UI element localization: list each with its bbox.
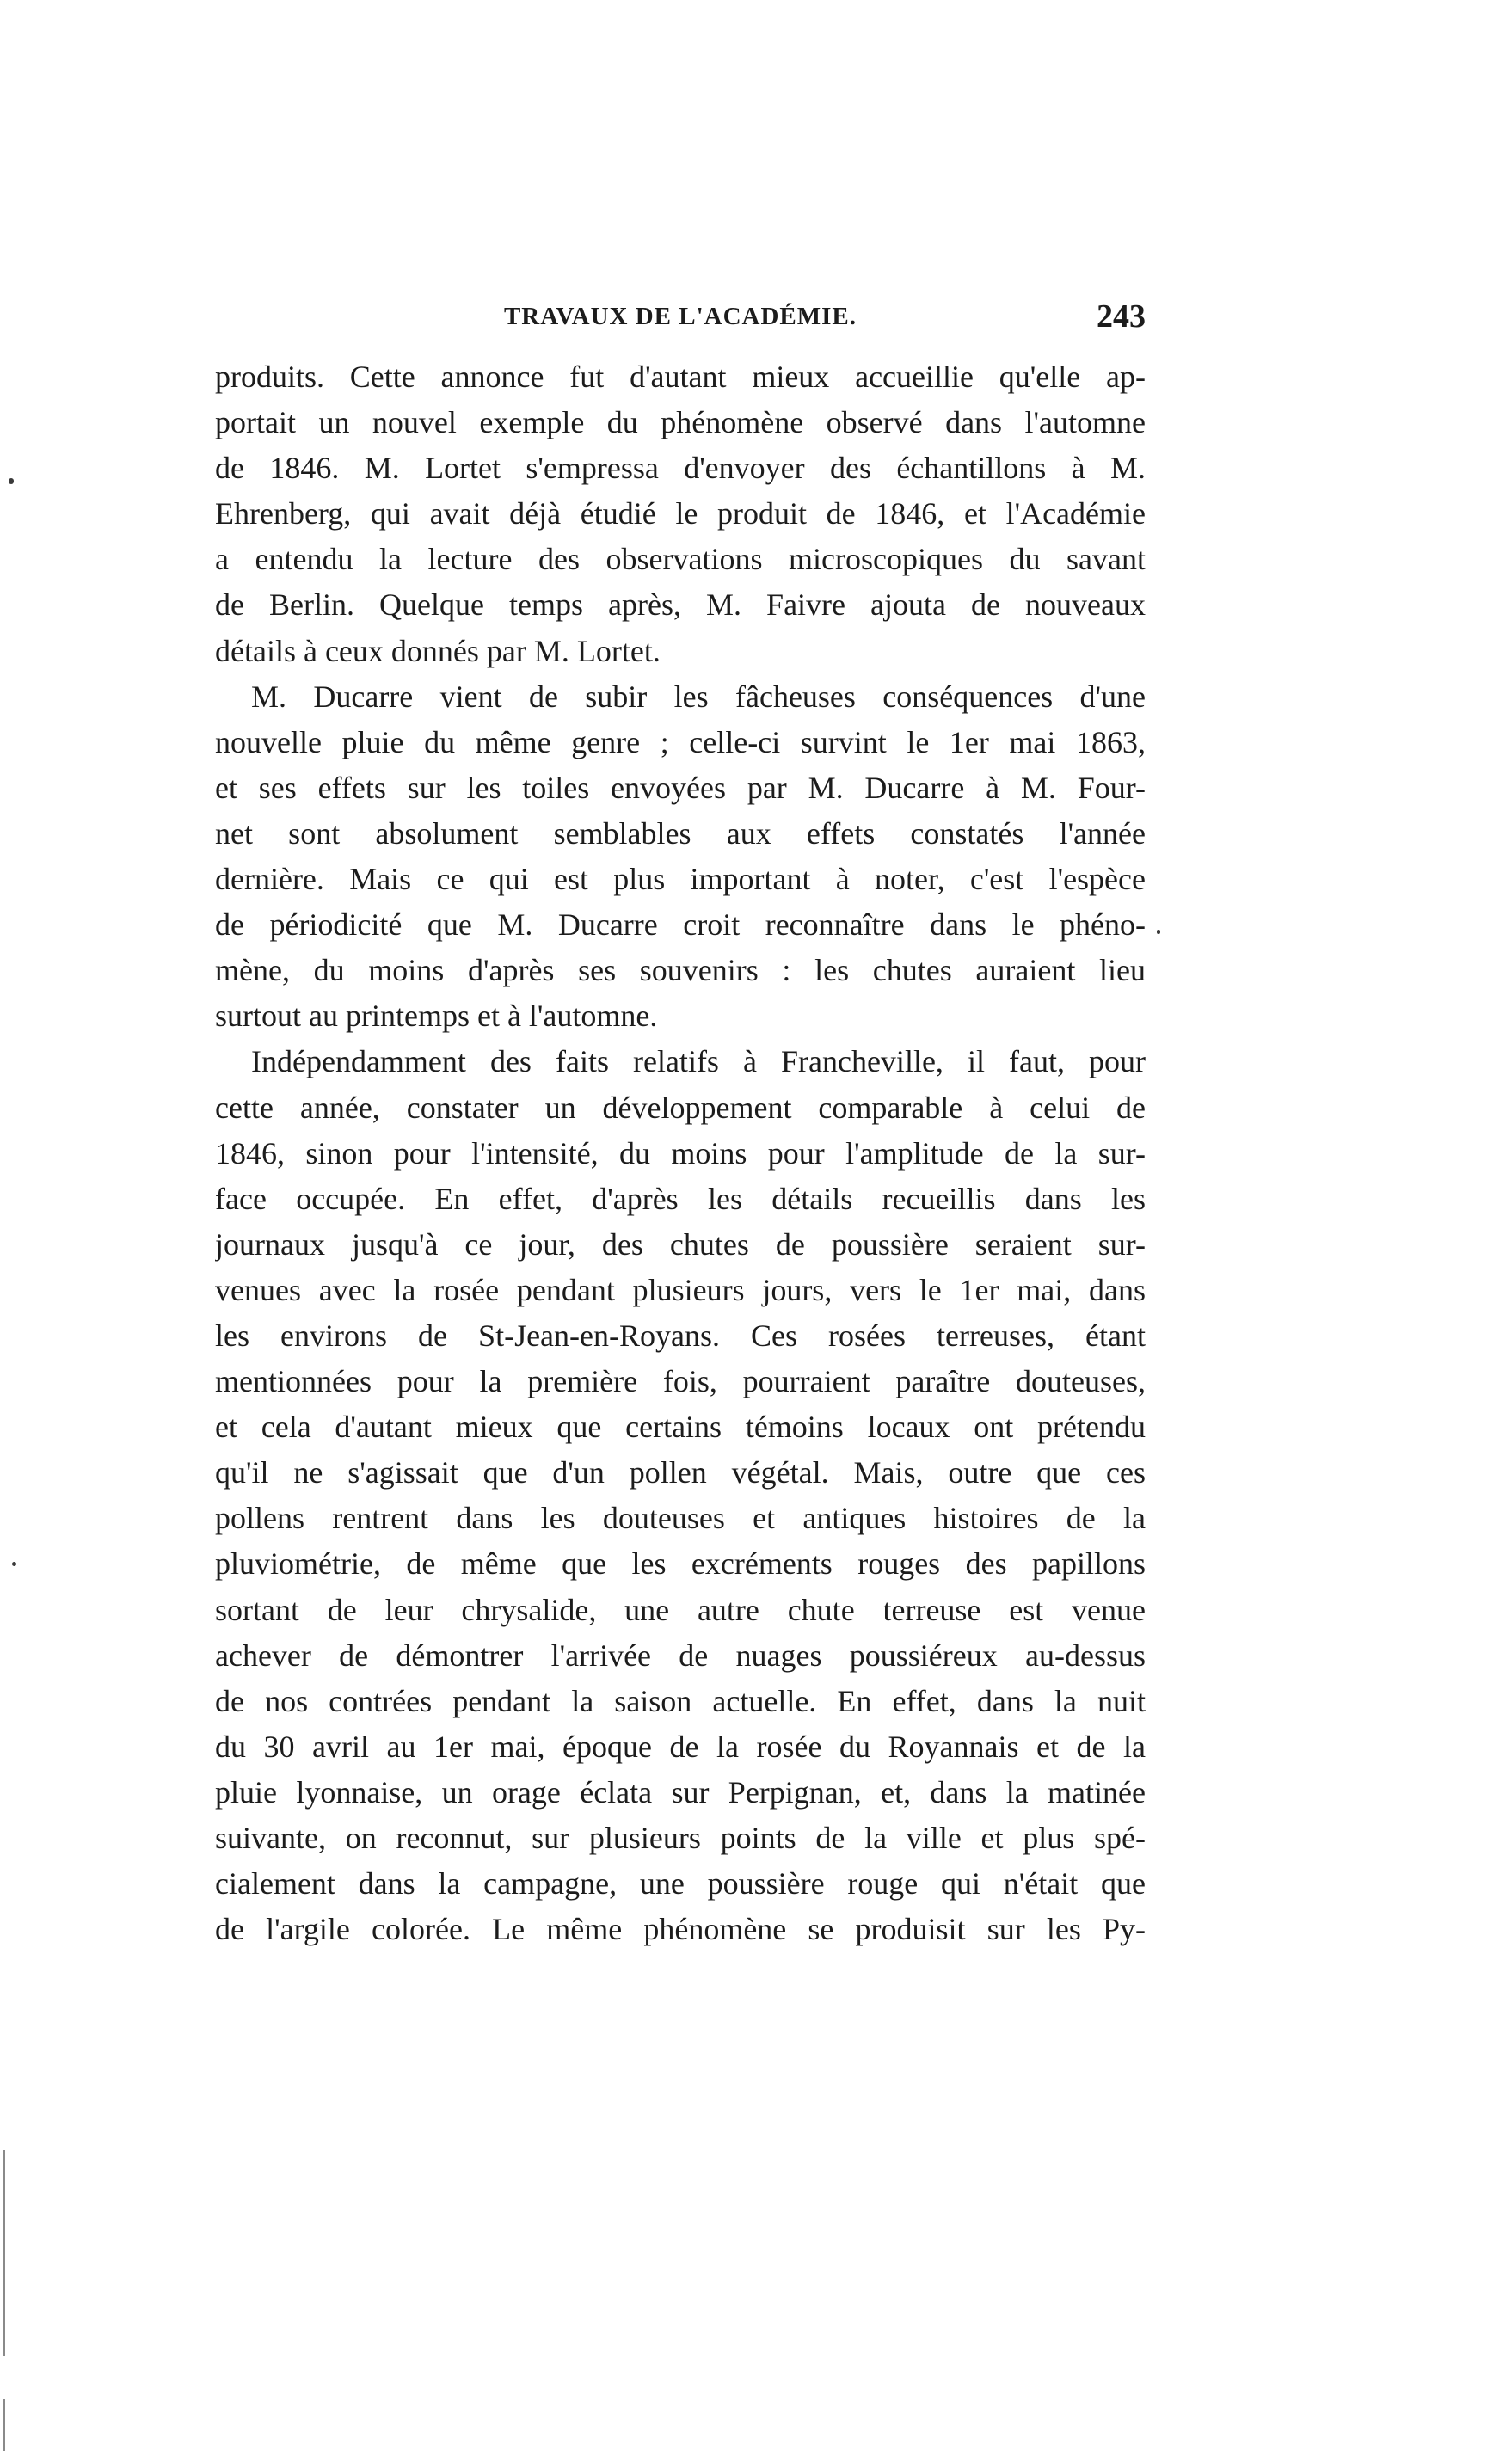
text-line: venues avec la rosée pendant plusieurs jours, vers le 1er mai, dans xyxy=(215,1272,1146,1307)
text-line: de l'argile colorée. Le même phénomène se produisit sur les Py- xyxy=(215,1912,1146,1947)
text-line: net sont absolument semblables aux effets constatés l'année xyxy=(215,815,1146,851)
text-line: de périodicité que M. Ducarre croit reconnaître dans le phéno- xyxy=(215,907,1146,943)
body-text xyxy=(215,354,1146,1952)
text-line: cette année, constater un développement comparable à celui de xyxy=(215,1090,1146,1125)
text-line: dernière. Mais ce qui est plus important à noter, c'est l'espèce xyxy=(215,862,1146,897)
paragraph-start-line: Indépendamment des faits relatifs à Francheville, il faut, pour xyxy=(251,1044,1146,1079)
text-line: surtout au printemps et à l'automne. xyxy=(215,999,658,1034)
scan-speck xyxy=(1157,930,1160,934)
text-line: sortant de leur chrysalide, une autre chute terreuse est venue xyxy=(215,1592,1146,1627)
text-line: pluviométrie, de même que les excréments rouges des papillons xyxy=(215,1546,1146,1582)
text-line: mène, du moins d'après ses souvenirs : les chutes auraient lieu xyxy=(215,953,1146,988)
text-line: portait un nouvel exemple du phénomène observé dans l'automne xyxy=(215,405,1146,440)
text-line: pluie lyonnaise, un orage éclata sur Perpignan, et, dans la matinée xyxy=(215,1774,1146,1810)
page-number: 243 xyxy=(1097,298,1146,335)
running-head xyxy=(215,298,1146,346)
text-line: et cela d'autant mieux que certains témoins locaux ont prétendu xyxy=(215,1410,1146,1445)
paragraph-start-line: M. Ducarre vient de subir les fâcheuses conséquences d'une xyxy=(251,679,1146,714)
text-line: 1846, sinon pour l'intensité, du moins pour l'amplitude de la sur- xyxy=(215,1135,1146,1171)
text-line: face occupée. En effet, d'après les détails recueillis dans les xyxy=(215,1181,1146,1216)
scan-edge-mark xyxy=(3,2150,5,2356)
text-line: Ehrenberg, qui avait déjà étudié le produit de 1846, et l'Académie xyxy=(215,496,1146,532)
text-line: du 30 avril au 1er mai, époque de la rosée du Royannais et de la xyxy=(215,1729,1146,1764)
text-line: détails à ceux donnés par M. Lortet. xyxy=(215,633,661,668)
text-line: de nos contrées pendant la saison actuelle. En effet, dans la nuit xyxy=(215,1683,1146,1718)
text-line: achever de démontrer l'arrivée de nuages poussiéreux au-dessus xyxy=(215,1638,1146,1673)
text-line: produits. Cette annonce fut d'autant mieux accueillie qu'elle ap- xyxy=(215,359,1146,394)
text-line: les environs de St-Jean-en-Royans. Ces rosées terreuses, étant xyxy=(215,1318,1146,1353)
scan-speck xyxy=(12,1562,16,1566)
text-line: qu'il ne s'agissait que d'un pollen végétal. Mais, outre que ces xyxy=(215,1455,1146,1490)
text-line: de 1846. M. Lortet s'empressa d'envoyer des échantillons à M. xyxy=(215,451,1146,486)
running-title: TRAVAUX DE L'ACADÉMIE. xyxy=(503,303,857,330)
text-line: nouvelle pluie du même genre ; celle-ci survint le 1er mai 1863, xyxy=(215,724,1146,759)
text-line: cialement dans la campagne, une poussière rouge qui n'était que xyxy=(215,1866,1146,1902)
text-line: et ses effets sur les toiles envoyées par M. Ducarre à M. Four- xyxy=(215,770,1146,805)
scan-edge-mark xyxy=(3,2399,5,2451)
text-line: suivante, on reconnut, sur plusieurs points de la ville et plus spé- xyxy=(215,1821,1146,1855)
scan-speck xyxy=(9,478,14,484)
text-line: de Berlin. Quelque temps après, M. Faivre ajouta de nouveaux xyxy=(215,587,1146,623)
text-line: journaux jusqu'à ce jour, des chutes de poussière seraient sur- xyxy=(215,1226,1146,1262)
text-line: a entendu la lecture des observations microscopiques du savant xyxy=(215,542,1146,577)
text-line: mentionnées pour la première fois, pourraient paraître douteuses, xyxy=(215,1364,1146,1399)
text-line: pollens rentrent dans les douteuses et antiques histoires de la xyxy=(215,1501,1146,1536)
